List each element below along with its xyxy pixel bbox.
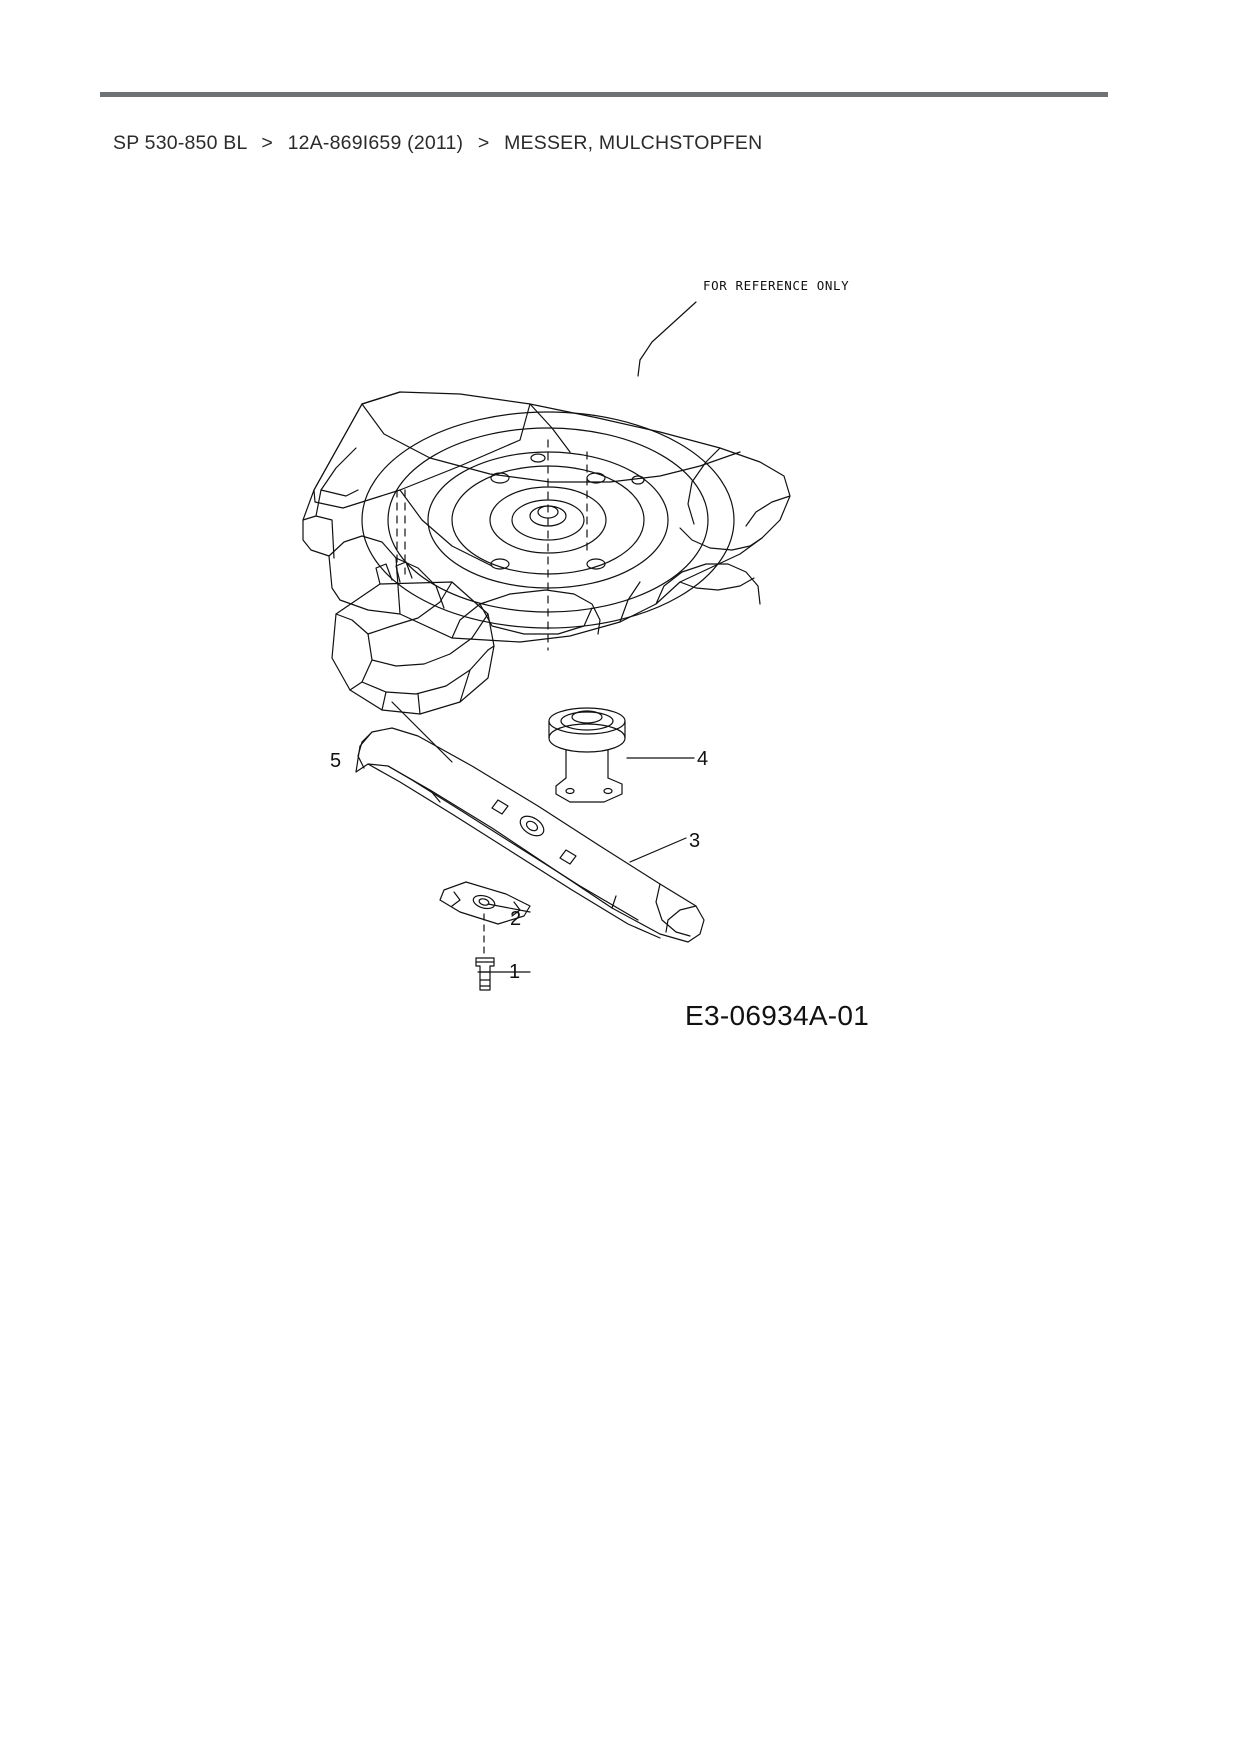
callout-label-4: 4 [697,748,709,770]
header-divider [100,92,1108,97]
breadcrumb-item-assembly[interactable]: MESSER, MULCHSTOPFEN [504,132,763,154]
mower-deck-outline [303,392,790,642]
callout-2-leader [488,904,530,912]
breadcrumb-separator: > [477,132,490,154]
breadcrumb-separator: > [261,132,274,154]
part-5-mulch-plug [332,562,494,714]
callout-label-3: 3 [689,830,701,852]
callout-label-5: 5 [330,750,342,772]
reference-only-note: FOR REFERENCE ONLY [703,278,850,293]
reference-leader-line [638,302,696,376]
part-4-blade-adapter [549,708,625,802]
part-1-blade-bolt [476,958,494,990]
part-3-mower-blade [356,728,704,942]
callout-label-2: 2 [510,908,522,930]
callout-label-1: 1 [509,961,521,983]
exploded-parts-illustration [100,190,880,1090]
drawing-number: E3-06934A-01 [685,1000,870,1031]
breadcrumb [113,132,762,155]
breadcrumb-item-model[interactable]: SP 530-850 BL [113,132,247,154]
assembly-centerline [548,440,587,650]
breadcrumb-item-serial[interactable]: 12A-869I659 (2011) [287,132,464,154]
callout-5-leader [392,702,452,762]
callout-3-leader [630,838,686,862]
